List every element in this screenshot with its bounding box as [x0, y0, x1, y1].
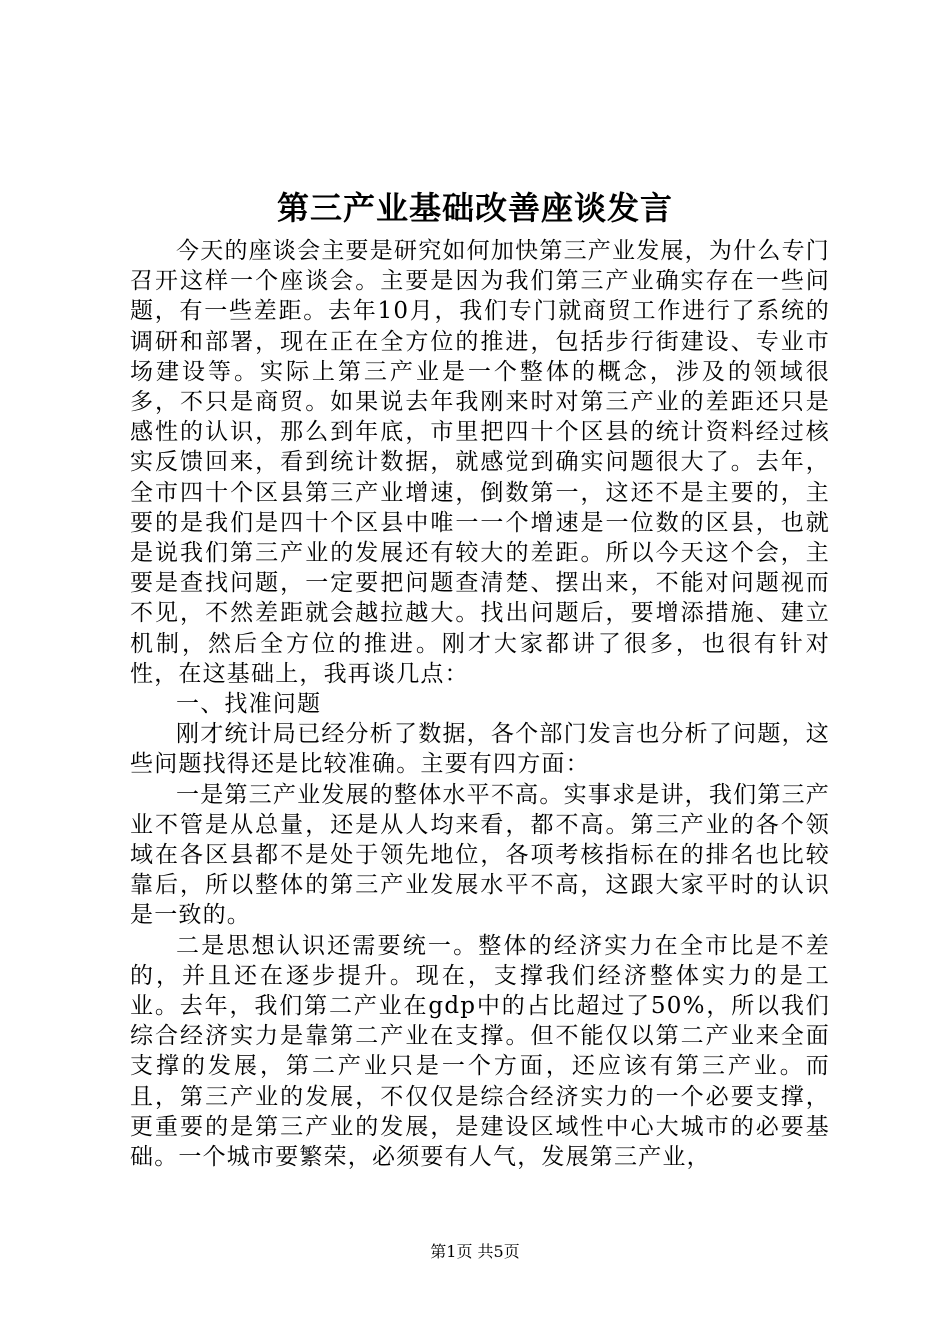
paragraph-point-one: 一是第三产业发展的整体水平不高。实事求是讲，我们第三产业不管是从总量，还是从人均来看，都不高。第三产业的各个领域在各区县都不是处于领先地位，各项考核指标在的排名也比较靠后，所以整体的第三产业发展水平不高，这跟大家平时的认识是一致的。: [130, 781, 830, 929]
paragraph-summary: 刚才统计局已经分析了数据，各个部门发言也分析了问题，这些问题找得还是比较准确。主要有四方面：: [130, 721, 830, 778]
document-title: 第三产业基础改善座谈发言: [276, 189, 673, 227]
page-footer: 第1页 共5页: [430, 1242, 520, 1261]
document-body: [130, 236, 830, 1172]
section-heading: 一、找准问题: [176, 691, 322, 718]
paragraph-intro: 今天的座谈会主要是研究如何加快第三产业发展，为什么专门召开这样一个座谈会。主要是因为我们第三产业确实存在一些问题，有一些差距。去年10月，我们专门就商贸工作进行了系统的调研和部署，现在正在全方位的推进，包括步行街建设、专业市场建设等。实际上第三产业是一个整体的概念，涉及的领域很多，不只是商贸。如果说去年我刚来时对第三产业的差距还只是感性的认识，那么到年底，市里把四十个区县的统计资料经过核实反馈回来，看到统计数据，就感觉到确实问题很大了。去年，全市四十个区县第三产业增速，倒数第一，这还不是主要的，主要的是我们是四十个区县中唯一一个增速是一位数的区县，也就是说我们第三产业的发展还有较大的差距。所以今天这个会，主要是查找问题，一定要把问题查清楚、摆出来，不能对问题视而不见，不然差距就会越拉越大。找出问题后，要增添措施、建立机制，然后全方位的推进。刚才大家都讲了很多，也很有针对性，在这基础上，我再谈几点：: [130, 238, 830, 687]
paragraph-point-two: 二是思想认识还需要统一。整体的经济实力在全市比是不差的，并且还在逐步提升。现在，支撑我们经济整体实力的是工业。去年，我们第二产业在gdp中的占比超过了50%，所以我们综合经济实力是靠第二产业在支撑。但不能仅以第二产业来全面支撑的发展，第二产业只是一个方面，还应该有第三产业。而且，第三产业的发展，不仅仅是综合经济实力的一个必要支撑，更重要的是第三产业的发展，是建设区域性中心大城市的必要基础。一个城市要繁荣，必须要有人气，发展第三产业，: [130, 932, 830, 1171]
